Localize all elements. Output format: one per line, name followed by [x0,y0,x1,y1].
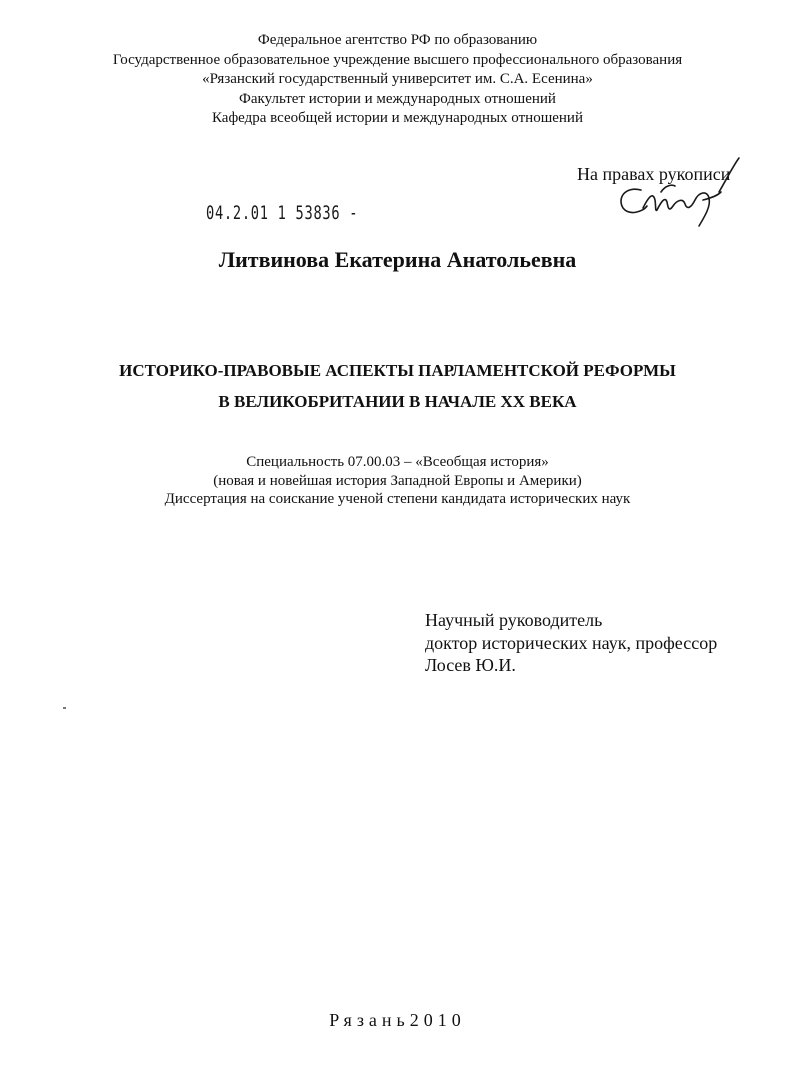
advisor-degree: доктор исторических наук, профессор [425,632,718,653]
specialty-field-line: (новая и новейшая история Западной Европы и Америки) [213,472,582,489]
scientific-advisor-block [425,609,717,677]
title-line-1: ИСТОРИКО-ПРАВОВЫЕ АСПЕКТЫ ПАРЛАМЕНТСКОЙ РЕФОРМЫ [119,361,676,380]
degree-line: Диссертация на соискание ученой степени кандидата исторических наук [164,491,631,507]
institution-header [0,31,795,129]
advisor-name: Лосев Ю.И. [425,655,516,675]
author-name: Литвинова Екатерина Анатольевна [218,247,577,272]
title-line-2: В ВЕЛИКОБРИТАНИИ В НАЧАЛЕ XX ВЕКА [218,392,577,411]
scan-speck [63,707,66,709]
header-line-university: «Рязанский государственный университет им. С.А. Есенина» [202,71,593,87]
specialty-block [0,453,795,509]
dissertation-title [0,355,795,417]
header-line-department: Кафедра всеобщей истории и международных отношений [212,110,583,126]
city-and-year: Рязань2010 [329,1010,466,1030]
archive-stamp-number: 04.2.01 1 53836 - [206,202,359,224]
header-line-institution-type: Государственное образовательное учреждение высшего профессионального образования [112,51,683,68]
handwritten-signature [603,152,743,232]
header-line-faculty: Факультет истории и международных отношений [239,90,556,107]
header-line-agency: Федеральное агентство РФ по образованию [257,32,538,48]
manuscript-rights-note: На правах рукописи [577,164,731,184]
specialty-code-line: Специальность 07.00.03 – «Всеобщая история» [246,454,549,470]
advisor-role: Научный руководитель [425,610,603,630]
